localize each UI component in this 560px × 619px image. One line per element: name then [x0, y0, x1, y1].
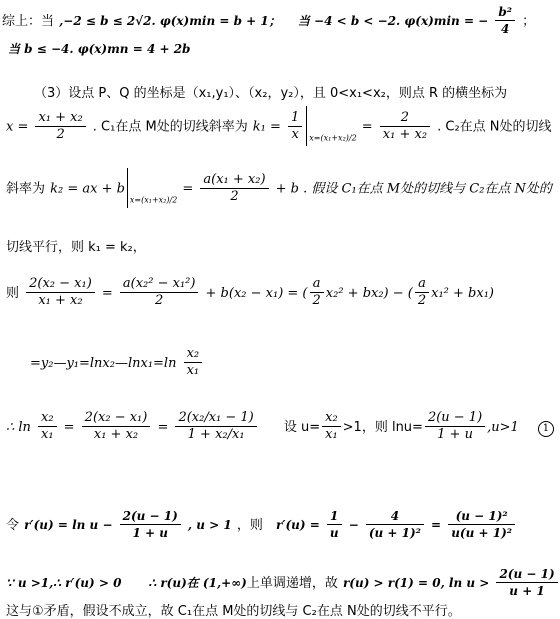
fraction: $\frac{4}{\text{(u + 1)²}}$ [366, 508, 424, 541]
fraction: $\frac{1}{u}$ [327, 508, 342, 541]
circled-number-1: 1 [538, 421, 554, 437]
fraction: $\frac{\text{a(x₁ + x₂)}}{2}$ [200, 172, 268, 205]
log-equality-line: =y₂—y₁=lnx₂—lnx₁=ln $\frac{\text{x₂}}{\text{x₁}}$ [30, 346, 204, 379]
fraction: $\frac{\text{a(x₂² − x₁²)}}{2}$ [120, 276, 199, 309]
fraction: $\frac{a}{2}$ [310, 276, 324, 309]
text: 综上：当 [2, 14, 55, 29]
fraction: $\frac{\text{2(x₂ − x₁)}}{\text{x₁ + x₂}}$ [26, 276, 95, 309]
summary-line-2 [8, 38, 190, 57]
monotonic-line: ∵ u >1,∴ r′(u) > 0 ∴ r(u)在 (1,+∞)上单调递增，故 r(u) > r(1) = 0, ln u > $\frac{2(u - 1)}{u + 1}$ [6, 566, 560, 599]
fraction: $\frac{\text{(u − 1)²}}{\text{u(u + 1)²}}$ [448, 508, 515, 541]
fraction: $\frac{2(u - 1)}{1 + u}$ [425, 410, 485, 443]
substitution-line: ∴ ln $\frac{\text{x₂}}{\text{x₁}}$ = $\frac{\text{2(x₂ − x₁)}}{\text{x₁ + x₂}}$ = $\frac{\text{2(x₂/x₁ − 1)}}{\text{1 + x₂/x₁}}$ 设 u= $\frac{\text{x₂}}{\text{x₁}}$ >1，则 lnu= $\frac{2(u - 1)}{1 + u}$ ,u>1 1 [6, 410, 554, 443]
part-3-intro: （3）设点 P、Q 的坐标是（x₁,y₁）、（x₂，y₂），且 0<x₁<x₂，则点 R 的横坐标为 [34, 86, 508, 101]
fraction: $\frac{a}{2}$ [415, 276, 429, 309]
fraction: $\frac{\text{x₂}}{\text{x₁}}$ [322, 410, 341, 443]
fraction: $\frac{\text{x₂}}{\text{x₁}}$ [184, 346, 203, 379]
conclusion-line: 这与①矛盾，假设不成立，故 C₁在点 M处的切线与 C₂在点 N处的切线不平行。 [6, 604, 461, 619]
evaluation-bar [127, 168, 128, 208]
fraction: $\frac{\text{2(x₂ − x₁)}}{\text{x₁ + x₂}}$ [82, 410, 151, 443]
math: 当 −4 < b < −2. φ(x)min = − [297, 14, 489, 28]
fraction: $\frac{2(u - 1)}{u + 1}$ [496, 566, 557, 599]
fraction: $\frac{\text{x₁ + x₂}}{2}$ [35, 110, 85, 143]
fraction: $\frac{1}{x}$ [288, 110, 302, 143]
fraction: $\frac{2(u - 1)}{1 + u}$ [120, 508, 181, 541]
fraction: $\frac{\text{x₂}}{\text{x₁}}$ [38, 410, 57, 443]
evaluation-bar [306, 106, 307, 146]
math: 当 b ≤ −4. φ(x)mn = 4 + 2b [8, 42, 191, 56]
summary-line-1: 综上：当 ,−2 ≤ b ≤ 2√2. φ(x)min = b + 1； 当 −4 < b < −2. φ(x)min = − $\frac{\text{b²}}{4}$ ； [2, 5, 536, 36]
fraction: $\frac{2}{\text{x₁ + x₂}}$ [380, 110, 430, 143]
equation-line: 则 $\frac{\text{2(x₂ − x₁)}}{\text{x₁ + x₂}}$ = $\frac{\text{a(x₂² − x₁²)}}{2}$ + b(x₂ − x₁) = ( $\frac{a}{2}$ x₂² + bx₂) − ( $\frac{a}{2}$ x₁² + bx₁) [6, 276, 494, 308]
function-r-line: 令 r′(u) = ln u − $\frac{2(u - 1)}{1 + u}$ , u > 1 ，则 r′(u) = $\frac{1}{u}$ − $\frac{4}{\text{(u + 1)²}}$ = $\frac{\text{(u − 1)²}}{\text{u(u + 1)²}}$ [6, 508, 517, 541]
fraction: $\frac{\text{2(x₂/x₁ − 1)}}{\text{1 + x₂/x₁}}$ [175, 410, 256, 443]
slope-k1-line: x = $\frac{\text{x₁ + x₂}}{2}$ . C₁在点 M处的切线斜率为 k₁ = $\frac{1}{x}$ $_{x=(x_1+x_2)/2}$ = $\frac{2}{\text{x₁ + x₂}}$ . C₂在点 N处的切线 [6, 106, 552, 146]
slope-k2-line: 斜率为 k₂ = ax + $b_{x=(x_1+x_2)/2}$ = $\frac{\text{a(x₁ + x₂)}}{2}$ + b . 假设 C₁在点 M处的切线与 C₂在点 N处的 [6, 168, 552, 208]
parallel-assumption: 切线平行，则 k₁ = k₂， [6, 240, 146, 255]
math: ,−2 ≤ b ≤ 2√2. φ(x)min = b + 1； [59, 14, 281, 28]
fraction: $\frac{\text{b²}}{4}$ [495, 4, 515, 37]
